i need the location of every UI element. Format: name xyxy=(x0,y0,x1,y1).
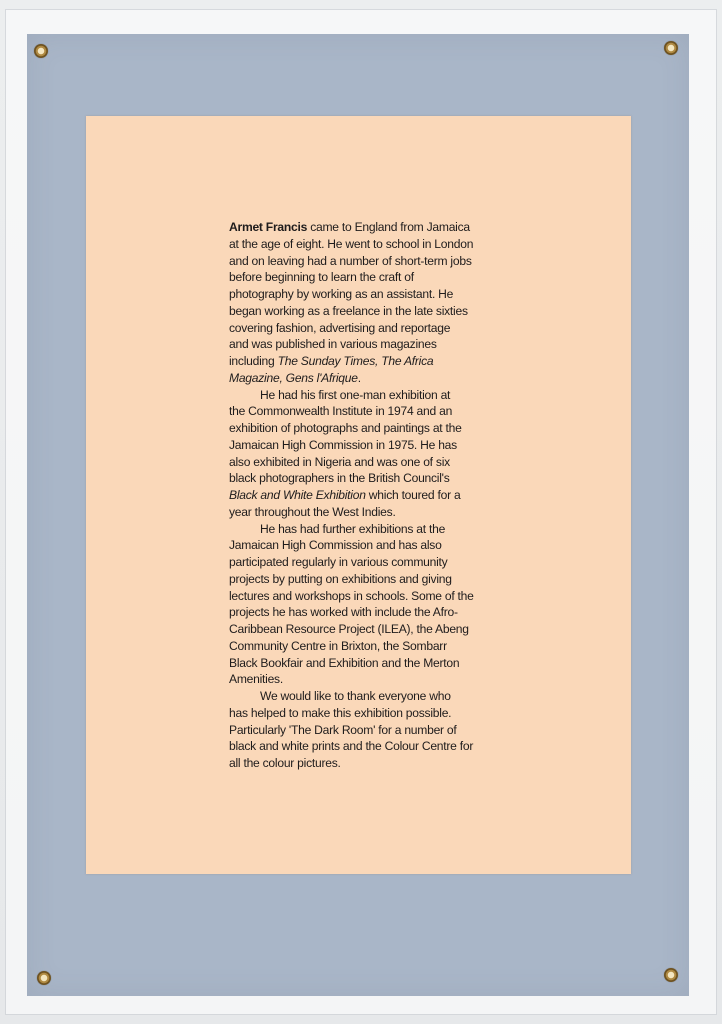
magazine-titles: The Sunday Times, The Africa xyxy=(277,354,434,368)
line: He had his first one-man exhibition at xyxy=(260,387,451,402)
line: He has had further exhibitions at the xyxy=(260,521,446,536)
line: projects he has worked with include the Afro- xyxy=(229,605,458,620)
line: We would like to thank everyone who xyxy=(260,689,451,703)
line: covering fashion, advertising and reportage xyxy=(229,320,451,335)
line: Caribbean Resource Project (ILEA), the Abeng xyxy=(229,622,469,636)
line: Black and White Exhibition which toured for a xyxy=(229,488,461,502)
paragraph-2 xyxy=(229,387,519,521)
line: exhibition of photographs and paintings at the xyxy=(229,421,462,435)
paragraph-4 xyxy=(229,688,519,772)
line: and on leaving had a number of short-term jobs xyxy=(229,253,472,268)
line: year throughout the West Indies. xyxy=(229,504,396,519)
line: black and white prints and the Colour Centre for xyxy=(229,739,474,754)
grommet-bottom-right-icon xyxy=(664,968,678,982)
grommet-top-left-icon xyxy=(34,44,48,58)
line: participated regularly in various community xyxy=(229,555,448,569)
line: projects by putting on exhibitions and giving xyxy=(229,571,452,586)
line: before beginning to learn the craft of xyxy=(229,270,414,285)
biography-text xyxy=(229,219,519,772)
line: Community Centre in Brixton, the Sombarr xyxy=(229,638,447,653)
grommet-top-right-icon xyxy=(664,41,678,55)
line: Magazine, Gens l'Afrique. xyxy=(229,370,361,385)
line: at the age of eight. He went to school in London xyxy=(229,236,474,251)
line: photography by working as an assistant. He xyxy=(229,287,454,301)
paragraph-3 xyxy=(229,521,519,689)
line: black photographers in the British Council's xyxy=(229,471,450,486)
magazine-titles: Magazine, Gens l'Afrique xyxy=(229,370,358,385)
grommet-bottom-left-icon xyxy=(37,971,51,985)
line: and was published in various magazines xyxy=(229,337,437,352)
line: has helped to make this exhibition possible. xyxy=(229,705,452,720)
line: Amenities. xyxy=(229,672,283,687)
line: Jamaican High Commission and has also xyxy=(229,538,442,553)
line: the Commonwealth Institute in 1974 and an xyxy=(229,404,453,419)
line: Jamaican High Commission in 1975. He has xyxy=(229,437,457,452)
line: all the colour pictures. xyxy=(229,756,341,770)
artist-name: Armet Francis xyxy=(229,220,308,234)
line: Armet Francis came to England from Jamaica xyxy=(229,220,470,234)
exhibition-title: Black and White Exhibition xyxy=(229,488,366,502)
line: began working as a freelance in the late sixties xyxy=(229,303,468,318)
line: also exhibited in Nigeria and was one of six xyxy=(229,454,450,469)
line: including The Sunday Times, The Africa xyxy=(229,354,434,368)
paragraph-1 xyxy=(229,219,519,387)
line: Particularly 'The Dark Room' for a number of xyxy=(229,722,457,737)
line: Black Bookfair and Exhibition and the Merton xyxy=(229,655,460,670)
line: lectures and workshops in schools. Some of the xyxy=(229,588,474,603)
